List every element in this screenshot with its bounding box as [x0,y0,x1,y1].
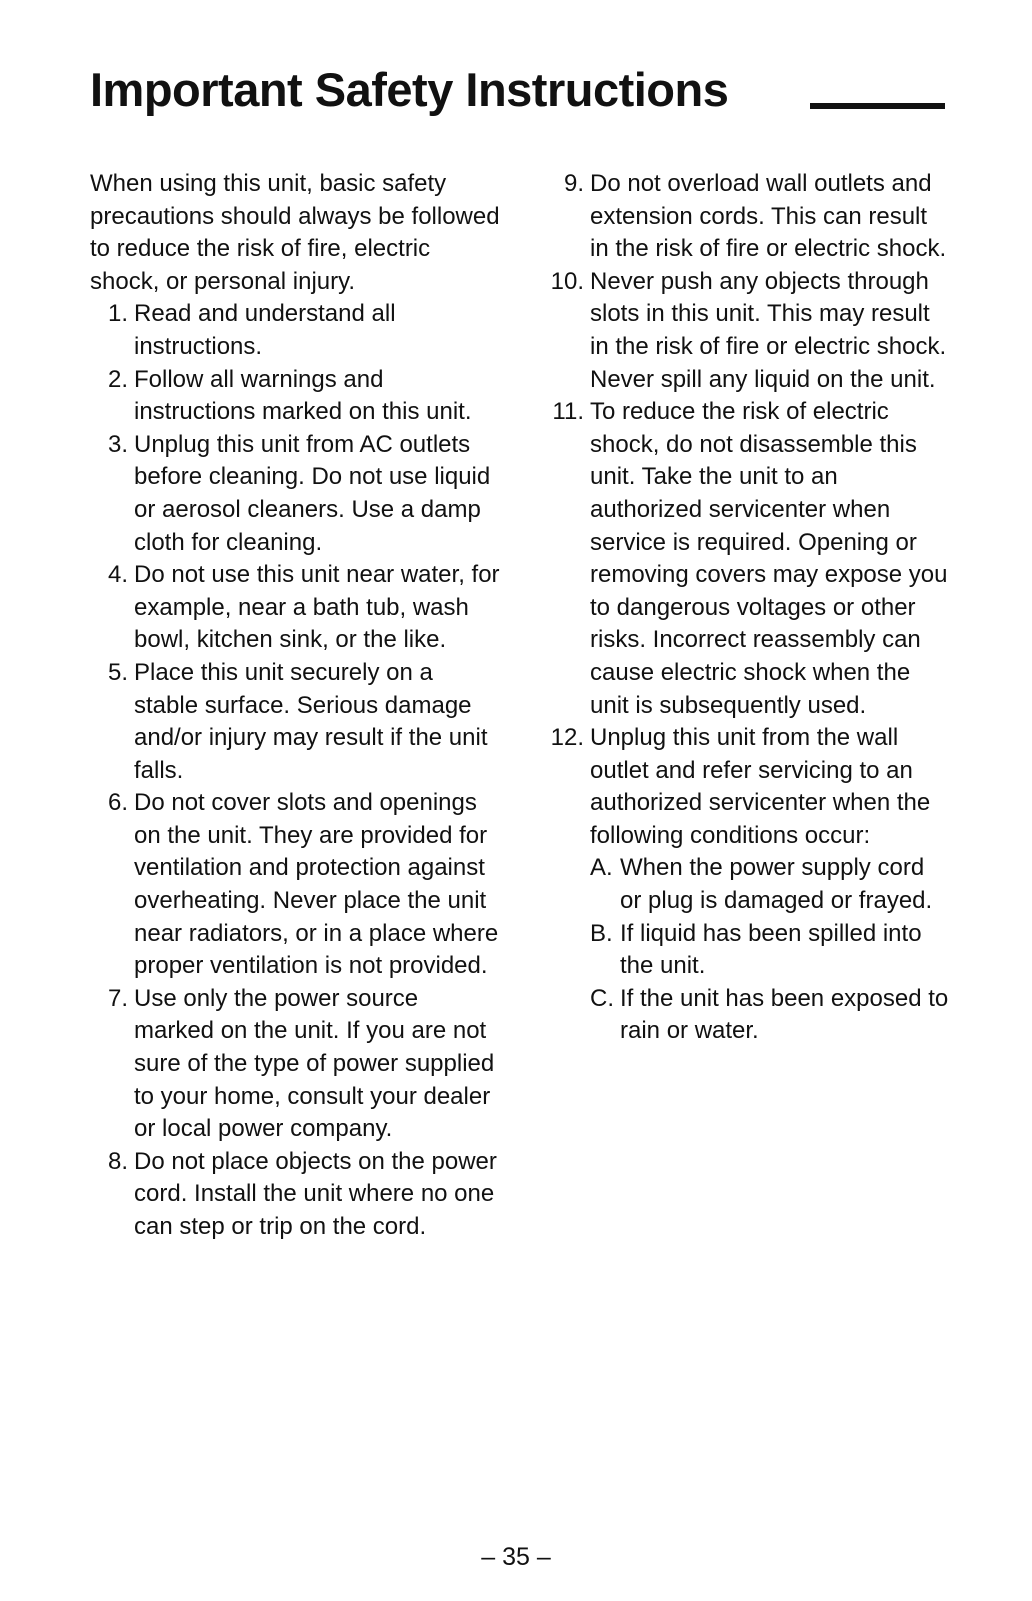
item-number: 6. [107,789,128,817]
item-text: To reduce the risk of electric shock, do not disassemble this unit. Take the unit to an authorized servicenter when service is required. Opening or removing covers may expose you to dangerous voltages or other risks. Incorrect reassembly can cause electric shock when the unit is subsequently used. [590,398,948,719]
instruction-item [530,722,950,852]
subitem-text: When the power supply cord or plug is damaged or frayed. [620,854,933,915]
item-number: 4. [107,561,128,589]
instruction-item [530,396,950,722]
condition-subitem [530,983,950,1048]
subitem-text: If the unit has been exposed to rain or water. [620,984,949,1045]
instruction-item [90,787,500,983]
subitem-letter: C. [590,984,614,1012]
item-number: 12. [550,724,584,752]
intro-paragraph: When using this unit, basic safety precautions should always be followed to reduce the risk of fire, electric shock, or personal injury. [90,170,500,295]
item-text: Place this unit securely on a stable surface. Serious damage and/or injury may result if the unit falls. [134,658,488,784]
title-rule [810,103,945,109]
page-number: – 35 – [481,1543,551,1571]
subitem-letter: B. [590,919,613,947]
item-text: Do not use this unit near water, for example, near a bath tub, wash bowl, kitchen sink, or the like. [134,561,500,654]
subitem-letter: A. [590,854,613,882]
item-number: 1. [107,300,128,328]
item-number: 5. [107,658,128,686]
item-text: Do not place objects on the power cord. Install the unit where no one can step or trip on the cord. [134,1147,497,1240]
condition-subitem [530,918,950,983]
item-text: Unplug this unit from AC outlets before cleaning. Do not use liquid or aerosol cleaners. Use a damp cloth for cleaning. [134,430,491,556]
item-text: Read and understand all instructions. [134,300,396,360]
item-number: 3. [107,430,128,458]
item-text: Use only the power source marked on the unit. If you are not sure of the type of power supplied to your home, consult your dealer or local power company. [134,984,495,1143]
instruction-item [530,168,950,266]
item-text: Unplug this unit from the wall outlet and refer servicing to an authorized servicenter when the following conditions occur: [590,724,931,849]
item-number: 2. [107,365,128,393]
item-number: 7. [107,984,128,1012]
item-number: 8. [107,1147,128,1175]
item-text: Never push any objects through slots in this unit. This may result in the risk of fire or electric shock. Never spill any liquid on the unit. [590,267,947,393]
left-column [90,168,500,1244]
instruction-item [90,559,500,657]
right-column [530,168,950,1048]
item-text: Do not overload wall outlets and extension cords. This can result in the risk of fire or electric shock. [590,170,947,263]
item-number: 10. [550,267,584,295]
page-title: Important Safety Instructions [90,63,729,116]
instruction-item [90,364,500,429]
item-text: Follow all warnings and instructions marked on this unit. [134,365,472,426]
item-number: 9. [563,170,584,197]
condition-subitem [530,852,950,917]
instruction-item [90,1146,500,1244]
instruction-item [90,983,500,1146]
item-text: Do not cover slots and openings on the unit. They are provided for ventilation and protection against overheating. Never place the unit near radiators, or in a place where proper ventilation is not provided. [134,789,499,980]
instruction-item [90,298,500,363]
instruction-item [530,266,950,396]
item-number: 11. [552,398,584,426]
subitem-text: If liquid has been spilled into the unit. [620,919,922,980]
instruction-item [90,429,500,559]
instruction-item [90,657,500,787]
